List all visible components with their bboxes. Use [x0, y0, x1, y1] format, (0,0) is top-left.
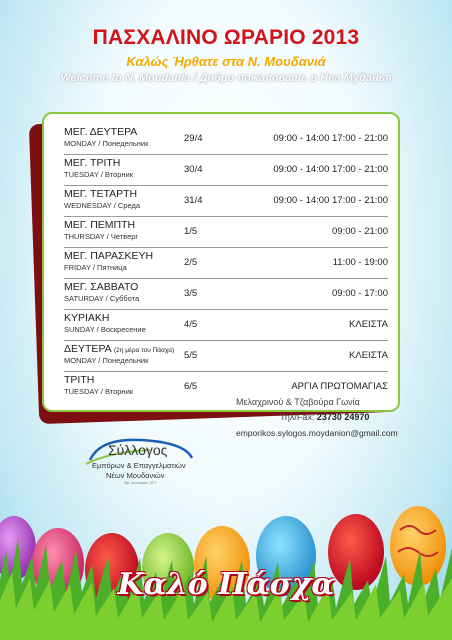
- schedule-row-saturday: [64, 281, 388, 310]
- day-name-english-russian: FRIDAY / Пятница: [64, 263, 127, 272]
- logo-line-3: Ίδρ. Ιανουάριος 1977: [124, 481, 158, 485]
- day-name-greek-text: ΔΕΥΤΕΡΑ: [64, 343, 112, 355]
- opening-hours: 09:00 - 14:00 17:00 - 21:00: [273, 164, 388, 175]
- welcome-english-russian: Welcome to N. Moudania / Добро пожаловать в Неа Муданья: [60, 72, 392, 84]
- day-name-english-russian: SATURDAY / Суббота: [64, 294, 140, 303]
- opening-hours: ΑΡΓΙΑ ΠΡΩΤΟΜΑΓΙΑΣ: [291, 381, 388, 392]
- day-name-english-russian: TUESDAY / Вторник: [64, 387, 134, 396]
- date: 3/5: [184, 288, 198, 299]
- day-name-english-russian: WEDNESDAY / Среда: [64, 201, 141, 210]
- day-name-english-russian: MONDAY / Понедельник: [64, 356, 149, 365]
- day-name-english-russian: MONDAY / Понедельник: [64, 139, 149, 148]
- logo-title: Σύλλογος: [108, 442, 168, 458]
- schedule-panel: [42, 112, 400, 412]
- date: 5/5: [184, 350, 198, 361]
- opening-hours: 09:00 - 14:00 17:00 - 21:00: [273, 195, 388, 206]
- logo-line-2: Νέων Μουδανιών: [106, 471, 165, 480]
- day-name-greek: ΜΕΓ. ΔΕΥΤΕΡΑ: [64, 126, 138, 138]
- opening-hours: 09:00 - 17:00: [332, 288, 388, 299]
- contact-address: Μελαχρινού & Τζαβούρα Γωνία: [236, 397, 360, 407]
- day-name-greek: ΜΕΓ. ΠΑΡΑΣΚΕΥΗ: [64, 250, 154, 262]
- day-name-english-russian: SUNDAY / Воскресение: [64, 325, 146, 334]
- day-name-greek: ΜΕΓ. ΣΑΒΒΑΤΟ: [64, 281, 139, 293]
- schedule-row-friday: [64, 250, 388, 279]
- opening-hours: ΚΛΕΙΣΤΑ: [349, 319, 388, 330]
- contact-phone: [280, 412, 369, 422]
- day-name-english-russian: TUESDAY / Вторник: [64, 170, 134, 179]
- day-name-greek: ΜΕΓ. ΤΕΤΑΡΤΗ: [64, 188, 138, 200]
- date: 1/5: [184, 226, 198, 237]
- opening-hours: 09:00 - 14:00 17:00 - 21:00: [273, 133, 388, 144]
- schedule-row-thursday: [64, 219, 388, 248]
- date: 2/5: [184, 257, 198, 268]
- schedule-row-sunday: [64, 312, 388, 341]
- easter-greeting: Καλό Πάσχα: [117, 567, 335, 602]
- day-name-greek: [64, 343, 174, 355]
- date: 31/4: [184, 195, 203, 206]
- opening-hours: 11:00 - 19:00: [332, 257, 388, 268]
- date: 4/5: [184, 319, 198, 330]
- contact-email[interactable]: emporikos.sylogos.moydanion@gmail.com: [236, 428, 398, 438]
- day-name-english-russian: THURSDAY / Четверг: [64, 232, 139, 241]
- schedule-row-easter-monday: [64, 343, 388, 372]
- day-name-greek: ΜΕΓ. ΤΡΙΤΗ: [64, 157, 121, 169]
- day-name-greek: ΚΥΡΙΑΚΗ: [64, 312, 110, 324]
- opening-hours: 09:00 - 21:00: [332, 226, 388, 237]
- day-name-greek: ΜΕΓ. ΠΕΜΠΤΗ: [64, 219, 136, 231]
- opening-hours: ΚΛΕΙΣΤΑ: [349, 350, 388, 361]
- date: 29/4: [184, 133, 203, 144]
- date: 30/4: [184, 164, 203, 175]
- poster-title: ΠΑΣΧΑΛΙΝΟ ΩΡΑΡΙΟ 2013: [92, 26, 360, 49]
- welcome-greek: Καλώς Ήρθατε στα Ν. Μουδανιά: [126, 54, 326, 69]
- logo-line-1: Εμπόρων & Επαγγελματιών: [92, 461, 186, 470]
- day-name-greek: ΤΡΙΤΗ: [64, 374, 95, 386]
- schedule-row-monday: [64, 126, 388, 155]
- schedule-row-wednesday: [64, 188, 388, 217]
- day-name-note: (2η μέρα του Πάσχα): [114, 347, 175, 354]
- date: 6/5: [184, 381, 198, 392]
- phone-number: 23730 24970: [316, 412, 370, 422]
- phone-label: Τηλ/Fax:: [280, 412, 315, 422]
- schedule-row-tuesday: [64, 157, 388, 186]
- easter-eggs-meadow-illustration: [0, 460, 452, 640]
